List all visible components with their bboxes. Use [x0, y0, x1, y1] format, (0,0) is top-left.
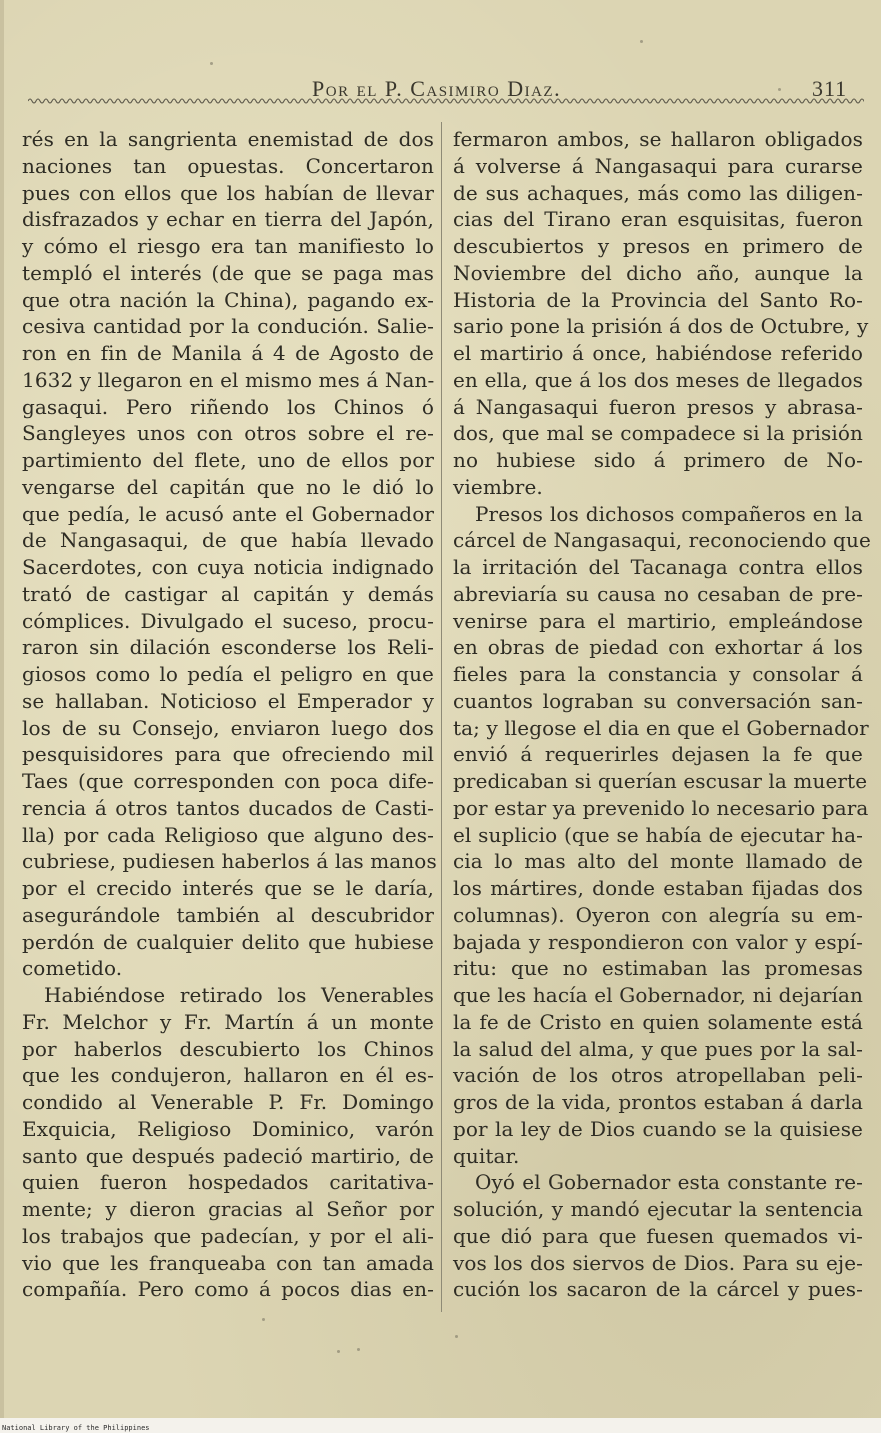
- column-divider: [441, 122, 442, 1312]
- paper-speck: [357, 1348, 360, 1351]
- right-text-column: [453, 126, 871, 1303]
- text-line: naciones tan opuestas. Concertaron: [22, 153, 434, 178]
- text-line: perdón de cualquier delito que hubiese: [22, 929, 434, 954]
- paper-speck: [455, 1335, 458, 1338]
- text-line: Exquicia, Religioso Dominico, varón: [22, 1116, 434, 1141]
- text-line: ron en fin de Manila á 4 de Agosto de: [22, 341, 434, 365]
- paper-speck: [778, 88, 781, 91]
- text-line: á volverse á Nangasaqui para curarse: [453, 153, 863, 178]
- text-line: Noviembre del dicho año, aunque la: [453, 260, 863, 285]
- text-line: Oyó el Gobernador esta constante re-: [475, 1170, 863, 1195]
- text-line: los mártires, donde estaban fijadas dos: [453, 876, 863, 900]
- text-line: mente; y dieron gracias al Señor por: [22, 1197, 434, 1221]
- text-line: el suplicio (que se había de ejecutar ha-: [453, 822, 863, 847]
- text-line: fermaron ambos, se hallaron obligados: [453, 127, 863, 151]
- footer-credit: National Library of the Philippines: [2, 1424, 150, 1432]
- text-line: cubriese, pudiesen haberlos á las manos: [22, 849, 437, 874]
- text-line: gros de la vida, prontos estaban á darla: [453, 1090, 863, 1114]
- text-line: solución, y mandó ejecutar la sentencia: [453, 1197, 863, 1221]
- text-line: el martirio á once, habiéndose referido: [453, 341, 863, 365]
- text-line: vos los dos siervos de Dios. Para su eje-: [453, 1250, 863, 1275]
- text-line: columnas). Oyeron con alegría su em-: [453, 902, 863, 927]
- text-line: Historia de la Provincia del Santo Ro-: [453, 287, 863, 312]
- paper-speck: [337, 1350, 340, 1353]
- text-line: trató de castigar al capitán y demás: [22, 581, 434, 606]
- text-line: raron sin dilación esconderse los Reli-: [22, 635, 434, 660]
- text-line: cesiva cantidad por la condución. Salie-: [22, 314, 434, 339]
- text-line: cometido.: [22, 956, 123, 981]
- text-line: á Nangasaqui fueron presos y abrasa-: [453, 394, 863, 419]
- text-line: vio que les franqueaba con tan amada: [22, 1250, 434, 1275]
- text-line: giosos como lo pedía el peligro en que: [22, 662, 434, 686]
- left-text-column: [22, 126, 437, 1303]
- text-line: santo que después padeció martirio, de: [22, 1143, 434, 1168]
- text-line: sario pone la prisión á dos de Octubre, y: [453, 314, 869, 339]
- text-line: que dió para que fuesen quemados vi-: [453, 1223, 863, 1248]
- text-line: cución los sacaron de la cárcel y pues-: [453, 1277, 863, 1302]
- text-line: Fr. Melchor y Fr. Martín á un monte: [22, 1009, 434, 1034]
- paper-speck: [640, 40, 643, 43]
- text-line: que les hacía el Gobernador, ni dejarían: [453, 983, 863, 1007]
- text-line: rencia á otros tantos ducados de Casti-: [22, 795, 434, 820]
- text-line: templó el interés (de que se paga mas: [22, 260, 434, 285]
- text-line: que les condujeron, hallaron en él es-: [22, 1063, 434, 1088]
- text-line: rés en la sangrienta enemistad de dos: [22, 127, 434, 151]
- text-line: por estar ya prevenido lo necesario para: [453, 795, 869, 820]
- text-line: de Nangasaqui, de que había llevado: [22, 528, 434, 553]
- text-line: la irritación del Tacanaga contra ellos: [453, 555, 863, 579]
- text-line: cárcel de Nangasaqui, reconociendo que: [453, 528, 871, 553]
- text-line: por el crecido interés que se le daría,: [22, 876, 434, 900]
- text-line: condido al Venerable P. Fr. Domingo: [22, 1090, 434, 1114]
- text-line: la fe de Cristo en quien solamente está: [453, 1009, 863, 1034]
- text-line: que pedía, le acusó ante el Gobernador: [22, 501, 434, 526]
- text-line: en ella, que á los dos meses de llegados: [453, 367, 863, 392]
- text-line: los trabajos que padecían, y por el ali-: [22, 1223, 434, 1248]
- text-line: dos, que mal se compadece si la prisión: [453, 421, 863, 446]
- text-line: vengarse del capitán que no le dió lo: [22, 474, 434, 499]
- text-line: quitar.: [453, 1143, 520, 1168]
- text-line: los de su Consejo, enviaron luego dos: [22, 715, 434, 740]
- paper-speck: [210, 62, 213, 65]
- text-line: fieles para la constancia y consolar á: [453, 662, 863, 686]
- text-line: abreviaría su causa no cesaban de pre-: [453, 581, 863, 606]
- text-line: en obras de piedad con exhortar á los: [453, 635, 863, 660]
- text-line: Taes (que corresponden con poca dife-: [22, 769, 434, 793]
- text-line: Presos los dichosos compañeros en la: [475, 501, 863, 526]
- text-line: cuantos lograban su conversación san-: [453, 688, 863, 713]
- text-line: bajada y respondieron con valor y espí-: [453, 929, 863, 954]
- text-line: vación de los otros atropellaban peli-: [453, 1063, 863, 1088]
- text-line: cias del Tirano eran esquisitas, fueron: [453, 207, 863, 232]
- paper-speck: [262, 1318, 265, 1321]
- text-line: 1632 y llegaron en el mismo mes á Nan-: [22, 367, 435, 392]
- text-line: Habiéndose retirado los Venerables: [44, 983, 434, 1007]
- page-number: 311: [812, 76, 848, 101]
- text-line: por la ley de Dios cuando se la quisiese: [453, 1116, 863, 1141]
- text-line: compañía. Pero como á pocos dias en-: [22, 1277, 434, 1302]
- text-line: que otra nación la China), pagando ex-: [22, 287, 434, 312]
- text-line: ta; y llegose el dia en que el Gobernador: [453, 715, 869, 740]
- text-line: cómplices. Divulgado el suceso, procu-: [22, 608, 434, 633]
- text-line: pesquisidores para que ofreciendo mil: [22, 742, 434, 767]
- ornamental-wavy-rule: [28, 96, 864, 106]
- text-line: se hallaban. Noticioso el Emperador y: [22, 688, 434, 713]
- text-line: lla) por cada Religioso que alguno des-: [22, 822, 434, 847]
- text-line: ritu: que no estimaban las promesas: [453, 956, 863, 981]
- text-line: y cómo el riesgo era tan manifiesto lo: [22, 234, 434, 258]
- text-line: venirse para el martirio, empleándose: [453, 608, 863, 633]
- text-line: pues con ellos que los habían de llevar: [22, 180, 434, 205]
- text-line: Sacerdotes, con cuya noticia indignado: [22, 555, 434, 579]
- text-line: disfrazados y echar en tierra del Japón,: [22, 207, 434, 232]
- text-line: descubiertos y presos en primero de: [453, 234, 863, 258]
- text-line: por haberlos descubierto los Chinos: [22, 1036, 434, 1061]
- text-line: Sangleyes unos con otros sobre el re-: [22, 421, 434, 446]
- text-line: gasaqui. Pero riñendo los Chinos ó: [22, 394, 434, 419]
- text-line: predicaban si querían escusar la muerte: [453, 769, 868, 793]
- text-line: cia lo mas alto del monte llamado de: [453, 849, 863, 874]
- text-line: no hubiese sido á primero de No-: [453, 448, 863, 472]
- text-line: asegurándole también al descubridor: [22, 902, 434, 927]
- page-edge-shadow: [0, 0, 4, 1433]
- text-line: quien fueron hospedados caritativa-: [22, 1170, 434, 1195]
- running-title: Por el P. Casimiro Diaz.: [312, 76, 562, 101]
- text-line: envió á requerirles dejasen la fe que: [453, 742, 863, 767]
- text-line: la salud del alma, y que pues por la sal-: [453, 1036, 863, 1061]
- text-line: de sus achaques, más como las diligen-: [453, 180, 863, 205]
- text-line: viembre.: [453, 474, 543, 499]
- text-line: partimiento del flete, uno de ellos por: [22, 448, 434, 472]
